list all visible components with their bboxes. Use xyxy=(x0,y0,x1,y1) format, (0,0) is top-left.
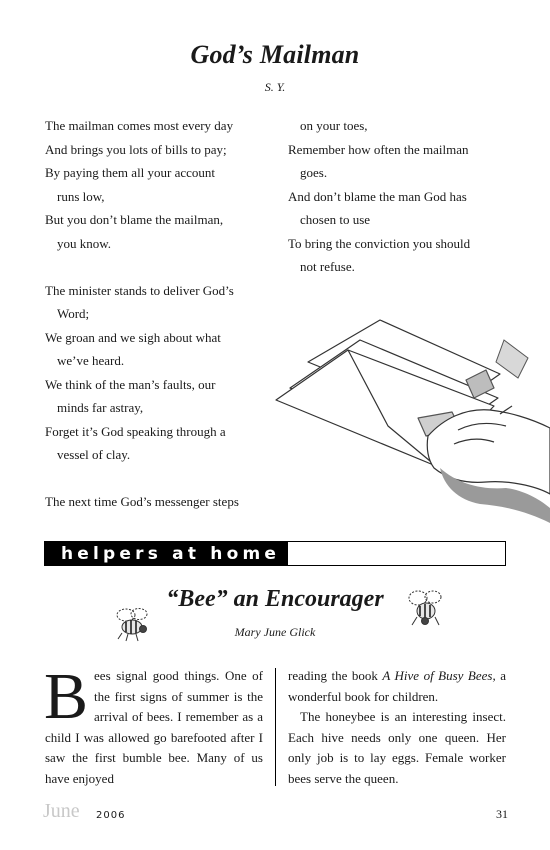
poem-line: not refuse. xyxy=(300,259,355,274)
article-column-right xyxy=(288,666,506,790)
poem-line: The minister stands to deliver God’s xyxy=(45,282,234,298)
poem-line: Forget it’s God speaking through a xyxy=(45,423,226,439)
drop-cap: B xyxy=(44,660,89,733)
poem-column-right xyxy=(288,114,506,279)
hand-envelopes-illustration xyxy=(268,318,550,523)
poem-line: on your toes, xyxy=(300,118,368,133)
poem-line: We think of the man’s faults, our xyxy=(45,376,216,392)
poem-column-left xyxy=(45,114,263,514)
article-author: Mary June Glick xyxy=(234,625,316,639)
poem-line: Remember how often the mailman xyxy=(288,141,469,157)
stanza-break xyxy=(45,255,263,279)
section-label: helpers at home xyxy=(61,544,281,564)
stanza-break xyxy=(45,467,263,491)
footer-month: June xyxy=(43,800,80,822)
section-banner xyxy=(44,541,506,566)
poem-line: you know. xyxy=(57,235,112,251)
poem-line: But you don’t blame the mailman, xyxy=(45,212,224,227)
column-divider xyxy=(275,668,276,786)
footer-year: 2006 xyxy=(96,810,126,821)
poem-line: we’ve heard. xyxy=(57,353,125,368)
poem-line: We groan and we sigh about what xyxy=(45,329,221,345)
article-paragraph xyxy=(288,666,506,707)
poem-title: God’s Mailman xyxy=(190,40,360,69)
section-banner-fill xyxy=(45,542,288,565)
poem-line: By paying them all your account xyxy=(45,165,216,180)
article-paragraph: The honeybee is an interesting insect. Each hive needs only one queen. Her only job is to lay eggs. Female worker bees serve the queen. xyxy=(288,709,506,786)
poem-line: And brings you lots of bills to pay; xyxy=(45,141,227,157)
article-paragraph: ees signal good things. One of the first signs of summer is the arrival of bees. I remember as a child I was allowed go barefooted after I saw the first bumble bee. Many of us have enjoyed xyxy=(45,668,263,786)
article-column-left xyxy=(44,660,263,790)
page-number: 31 xyxy=(496,807,508,821)
poem-line: And don’t blame the man God has xyxy=(288,188,467,204)
book-title: A Hive of Busy Bees, xyxy=(382,668,496,683)
poem-line: The next time God’s messenger steps xyxy=(45,494,239,509)
poem-line: To bring the conviction you should xyxy=(288,235,471,251)
poem-line: The mailman comes most every day xyxy=(45,118,234,133)
poem-author: S. Y. xyxy=(264,80,286,94)
poem-line: minds far astray, xyxy=(57,400,144,415)
poem-line: Word; xyxy=(57,306,90,321)
poem-line: chosen to use xyxy=(300,212,371,227)
poem-line: vessel of clay. xyxy=(57,447,131,462)
poem-line: goes. xyxy=(300,165,328,180)
article-title: “Bee” an Encourager xyxy=(166,586,384,612)
poem-line: runs low, xyxy=(57,188,105,204)
text-run: reading the book xyxy=(288,668,383,683)
text-run: a wonderful book for children. xyxy=(288,668,506,704)
